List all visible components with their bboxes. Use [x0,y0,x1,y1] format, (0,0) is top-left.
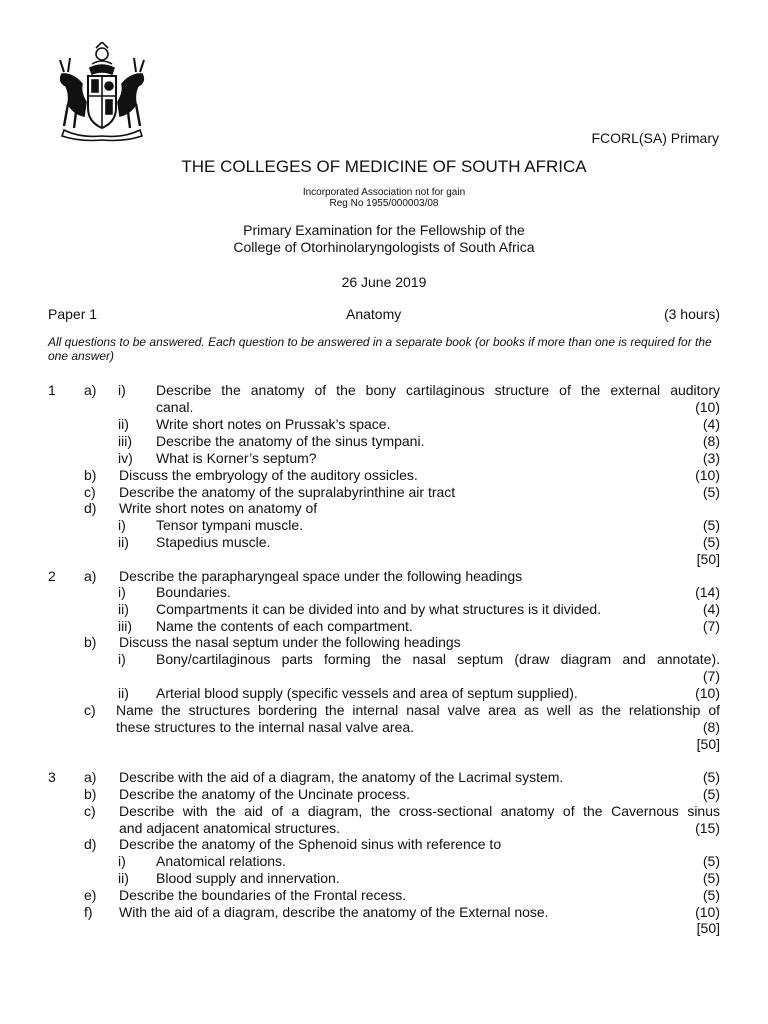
question-subpart: iv) [118,450,133,466]
page-title: THE COLLEGES OF MEDICINE OF SOUTH AFRICA [181,157,587,176]
question-line [0,634,768,651]
question-marks: (4) [702,601,720,617]
question-text: Name the contents of each compartment. [156,618,413,634]
question-text: Describe with the aid of a diagram, the cross-sectional anatomy of the Cavernous sinus [119,803,720,819]
question-subpart: i) [118,651,126,667]
question-line [0,484,768,501]
question-marks: (5) [702,517,720,533]
exam-date: 26 June 2019 [341,274,427,290]
question-marks: (10) [695,904,720,920]
question-line [0,500,768,517]
question-part: c) [84,702,96,718]
question-text: Arterial blood supply (specific vessels and area of septum supplied). [156,685,578,701]
question-text: Compartments it can be divided into and by what structures is it divided. [156,601,602,617]
question-line [0,685,768,702]
question-marks: [50] [696,920,720,936]
question-line [0,719,768,736]
question-text: Stapedius muscle. [156,534,271,550]
question-text: these structures to the internal nasal valve area. [116,719,415,735]
paper-number: Paper 1 [48,306,98,322]
question-line [0,803,768,820]
question-part: e) [84,887,97,903]
exam-title-line2: College of Otorhinolaryngologists of South Africa [233,239,535,255]
question-text: Discuss the nasal septum under the following headings [119,634,461,650]
question-line [0,920,768,937]
question-subpart: i) [118,853,126,869]
question-subpart: i) [118,382,126,398]
question-subpart: i) [118,517,126,533]
question-line [0,601,768,618]
exam-title-line1: Primary Examination for the Fellowship of the [243,222,525,238]
instructions: All questions to be answered. Each question to be answered in a separate book (or books if more than one is required for the one answer) [48,335,712,363]
question-text: Describe the anatomy of the supralabyrinthine air tract [119,484,456,500]
question-marks: (5) [702,870,720,886]
question-line [0,904,768,921]
question-subpart: i) [118,584,126,600]
question-line [0,450,768,467]
question-text: Name the structures bordering the internal nasal valve area as well as the relationship of [116,702,720,718]
question-marks: (10) [695,467,720,483]
question-part: c) [84,484,96,500]
question-text: Write short notes on Prussak’s space. [156,416,391,432]
incorporated-note: Incorporated Association not for gain [302,187,466,198]
question-part: b) [84,467,97,483]
question-line [0,568,768,585]
question-marks: [50] [696,736,720,752]
question-line [0,836,768,853]
question-part: c) [84,803,96,819]
question-line [0,467,768,484]
question-line [0,736,768,753]
question-line [0,399,768,416]
question-text: canal. [156,399,194,415]
question-part: d) [84,836,97,852]
question-text: Describe with the aid of a diagram, the anatomy of the Lacrimal system. [119,769,564,785]
question-marks: (14) [695,584,720,600]
question-marks: (5) [702,484,720,500]
question-line [0,820,768,837]
question-line [0,433,768,450]
question-number: 1 [48,382,56,398]
question-number: 3 [48,769,56,785]
registration-number: Reg No 1955/000003/08 [329,198,439,209]
question-text: Write short notes on anatomy of [119,500,318,516]
question-text: Describe the parapharyngeal space under the following headings [119,568,523,584]
question-line [0,786,768,803]
question-text: With the aid of a diagram, describe the anatomy of the External nose. [119,904,549,920]
question-marks: (5) [702,853,720,869]
question-marks: (5) [702,534,720,550]
question-text: Describe the anatomy of the Sphenoid sinus with reference to [119,836,502,852]
question-subpart: ii) [118,601,129,617]
question-line [0,853,768,870]
question-marks: (5) [702,887,720,903]
question-subpart: iii) [118,618,132,634]
question-part: d) [84,500,97,516]
question-line [0,416,768,433]
question-part: a) [84,769,97,785]
question-part: b) [84,786,97,802]
question-marks: (8) [702,719,720,735]
question-text: Describe the anatomy of the Uncinate process. [119,786,411,802]
question-text: Bony/cartilaginous parts forming the nasal septum (draw diagram and annotate). [156,651,720,667]
question-marks: (3) [702,450,720,466]
question-marks: (10) [695,399,720,415]
question-number: 2 [48,568,56,584]
question-line [0,551,768,568]
question-part: a) [84,568,97,584]
question-marks: (7) [702,618,720,634]
question-subpart: ii) [118,870,129,886]
question-text: and adjacent anatomical structures. [119,820,341,836]
question-text: Discuss the embryology of the auditory ossicles. [119,467,418,483]
question-line [0,769,768,786]
question-marks: (7) [702,668,720,684]
duration: (3 hours) [663,306,720,322]
exam-code: FCORL(SA) Primary [591,130,719,146]
question-line [0,668,768,685]
question-text: Tensor tympani muscle. [156,517,304,533]
question-line [0,651,768,668]
question-line [0,618,768,635]
question-text: Describe the anatomy of the bony cartilaginous structure of the external auditory [156,382,720,398]
question-line [0,870,768,887]
question-marks: (4) [702,416,720,432]
question-line [0,534,768,551]
question-line [0,887,768,904]
question-text: Anatomical relations. [156,853,286,869]
question-marks: (5) [702,769,720,785]
question-marks: (8) [702,433,720,449]
question-marks: (5) [702,786,720,802]
question-text: Boundaries. [156,584,231,600]
question-subpart: ii) [118,685,129,701]
question-marks: (15) [695,820,720,836]
question-text: Blood supply and innervation. [156,870,340,886]
question-marks: [50] [696,551,720,567]
question-text: What is Korner’s septum? [156,450,317,466]
question-line [0,702,768,719]
coat-of-arms-icon [50,42,154,142]
question-part: b) [84,634,97,650]
question-part: f) [84,904,93,920]
question-text: Describe the anatomy of the sinus tympani. [156,433,425,449]
question-subpart: iii) [118,433,132,449]
question-line [0,584,768,601]
question-text: Describe the boundaries of the Frontal recess. [119,887,407,903]
question-subpart: ii) [118,416,129,432]
question-line [0,382,768,399]
question-line [0,517,768,534]
question-subpart: ii) [118,534,129,550]
question-marks: (10) [695,685,720,701]
question-part: a) [84,382,97,398]
subject: Anatomy [346,306,402,322]
